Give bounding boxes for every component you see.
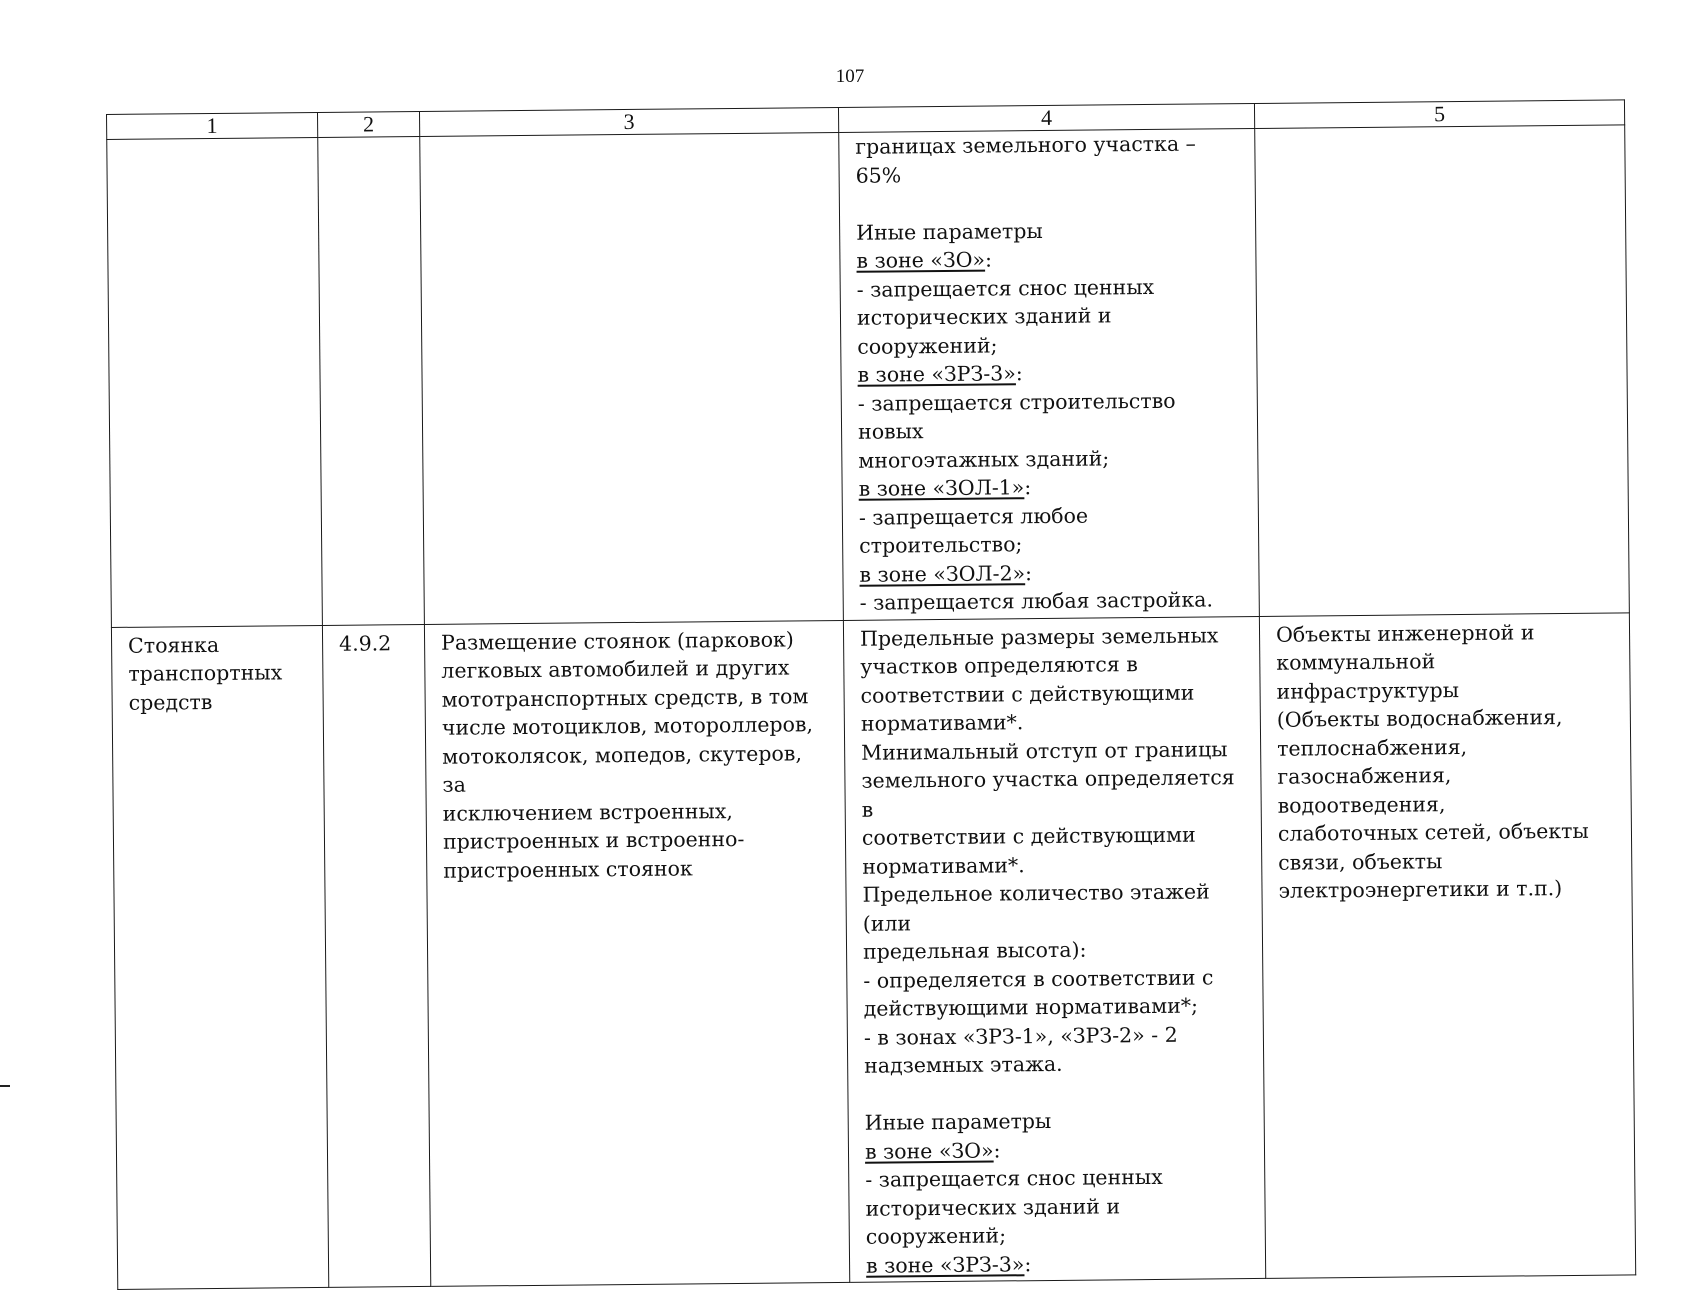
auxiliary-uses-text [1276, 617, 1618, 905]
text-line: предельная высота): [862, 937, 1087, 964]
text-line: Минимальный отступ от границы [861, 736, 1228, 765]
zone-heading: в зоне «ЗОЛ-1» [858, 475, 1025, 501]
zone-heading-colon: : [1024, 1251, 1032, 1276]
zone-heading: в зоне «ЗРЗ-3» [857, 361, 1016, 387]
use-name-text [128, 630, 309, 717]
regulations-table [106, 99, 1636, 1290]
blank-line [856, 186, 1241, 218]
column-header-5: 5 [1254, 100, 1624, 129]
text-line: - в зонах «ЗРЗ-1», «ЗРЗ-2» - 2 [863, 1022, 1178, 1050]
text-line [858, 471, 1243, 503]
cell-auxiliary-uses [1259, 612, 1635, 1278]
text-line: - запрещается снос ценных [856, 274, 1155, 302]
zone-heading-colon: : [984, 247, 993, 272]
text-line: газоснабжения, водоотведения, [1277, 763, 1452, 818]
text-line: участков определяются в [860, 652, 1138, 679]
text-line: соответствии с действующими [860, 680, 1195, 708]
column-header-1: 1 [107, 112, 318, 139]
text-line [857, 357, 1242, 389]
text-line: связи, объекты [1278, 848, 1443, 875]
zone-heading-colon: : [1024, 560, 1033, 585]
text-line [865, 1134, 1250, 1166]
column-header-2: 2 [317, 111, 419, 137]
text-line: пристроенных стоянок [443, 855, 693, 883]
text-line: нормативами*. [862, 852, 1025, 879]
zone-heading: в зоне «ЗОЛ-2» [859, 560, 1026, 587]
text-line: коммунальной инфраструктуры [1276, 649, 1460, 704]
text-line: - запрещается любое строительство; [858, 503, 1089, 558]
text-line: надземных этажа. [864, 1051, 1063, 1078]
zone-heading: в зоне «ЗО» [864, 1138, 994, 1164]
zone-heading-colon: : [1015, 361, 1023, 386]
page-number: 107 [835, 66, 865, 87]
use-description-text [441, 625, 831, 885]
cell-use-description [424, 620, 849, 1286]
zone-heading: в зоне «ЗО» [856, 247, 986, 273]
text-line: - запрещается снос ценных [865, 1164, 1163, 1192]
text-line [856, 243, 1241, 275]
text-line: земельного участка определяется в [861, 765, 1235, 822]
text-line: транспортных [128, 660, 283, 686]
cell-parameters [843, 616, 1265, 1282]
text-line: Иные параметры [864, 1108, 1052, 1135]
text-line: границах земельного участка – 65% [855, 131, 1196, 188]
text-line: - запрещается любая застройка. [859, 587, 1214, 615]
text-line: теплоснабжения, [1277, 734, 1468, 761]
text-line: Размещение стоянок (парковок) [440, 626, 794, 655]
cell-use-code [318, 136, 425, 624]
table-container [106, 99, 1633, 1278]
text-line [866, 1248, 1251, 1280]
text-line: исторических зданий и сооружений; [856, 303, 1112, 359]
text-line: средств [128, 689, 213, 715]
text-line: электроэнергетики и т.п.) [1278, 876, 1563, 903]
text-line: нормативами*. [860, 710, 1024, 736]
text-line: Стоянка [127, 632, 220, 658]
scan-edge-mark [0, 1085, 10, 1087]
cell-use-description [420, 132, 844, 623]
text-line [859, 557, 1244, 589]
text-line: мототранспортных средств, в том [441, 683, 809, 712]
blank-line [864, 1077, 1249, 1109]
column-header-3: 3 [419, 107, 838, 136]
text-line: Предельные размеры земельных [859, 622, 1219, 651]
text-line: исключением встроенных, [442, 798, 733, 826]
cell-use-name [107, 137, 323, 627]
text-line: - запрещается строительство новых [857, 388, 1176, 444]
text-line: Объекты инженерной и [1275, 619, 1535, 647]
text-line: (Объекты водоснабжения, [1276, 705, 1563, 732]
parameters-text [855, 129, 1245, 617]
zone-heading-colon: : [993, 1137, 1001, 1163]
text-line: исторических зданий и сооружений; [865, 1193, 1121, 1249]
zone-heading: в зоне «ЗРЗ-3» [865, 1251, 1025, 1278]
parameters-text [860, 621, 1251, 1280]
text-line: слаботочных сетей, объекты [1277, 818, 1589, 846]
text-line: Иные параметры [856, 218, 1043, 245]
cell-auxiliary-uses [1255, 125, 1630, 616]
table-row-continuation [107, 125, 1630, 627]
column-header-4: 4 [838, 103, 1254, 132]
text-line: многоэтажных зданий; [858, 445, 1110, 473]
table-row-parking [111, 612, 1635, 1289]
text-line: пристроенных и встроенно- [442, 826, 745, 854]
text-line: соответствии с действующими [861, 822, 1196, 850]
cell-use-name [111, 625, 328, 1289]
text-line: действующими нормативами*; [863, 993, 1199, 1021]
zone-heading-colon: : [1024, 475, 1032, 500]
text-line: легковых автомобилей и других [441, 655, 790, 683]
text-line: числе мотоциклов, мотороллеров, [441, 712, 814, 740]
text-line: мотоколясок, мопедов, скутеров, за [442, 740, 803, 797]
cell-use-code: 4.9.2 [322, 624, 430, 1287]
text-line: - определяется в соответствии с [863, 964, 1214, 993]
text-line: Предельное количество этажей (или [862, 879, 1210, 936]
cell-parameters [839, 128, 1260, 619]
